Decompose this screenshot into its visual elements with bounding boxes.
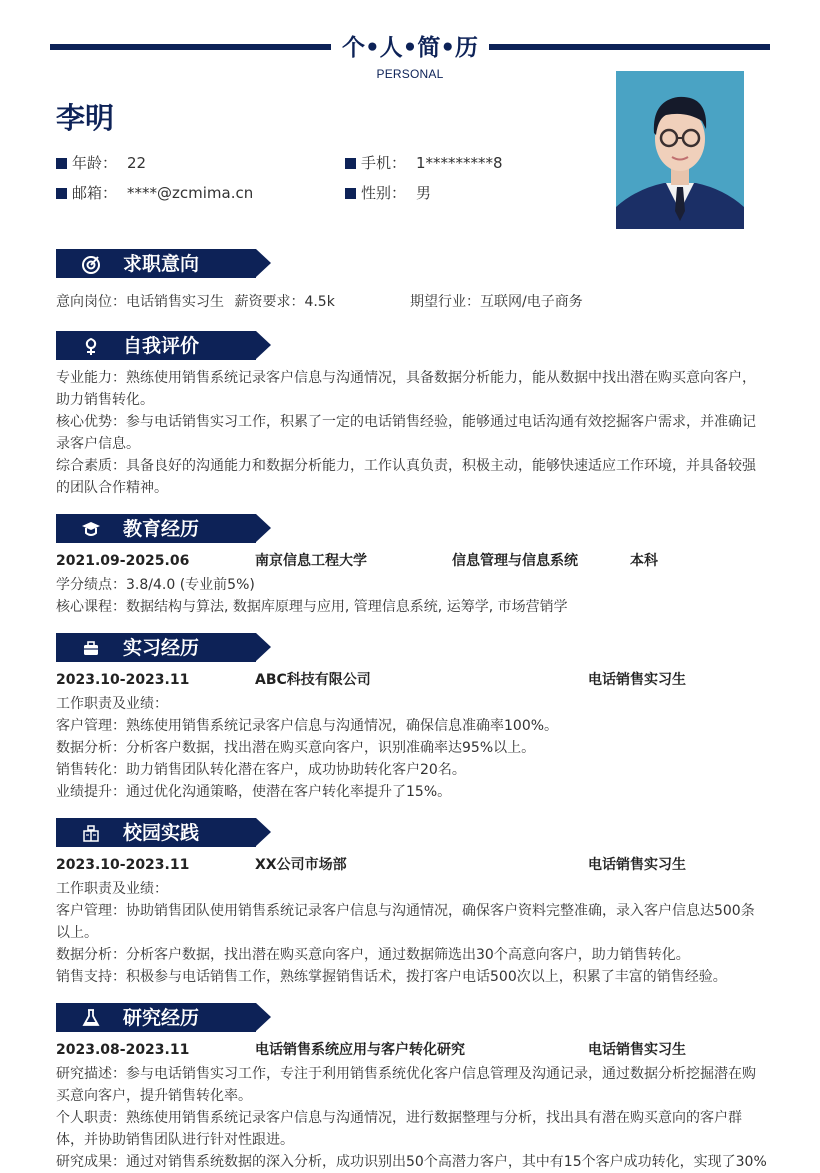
section-header-internship — [56, 633, 271, 662]
education-row — [56, 550, 768, 572]
graduation-cap-icon — [80, 518, 102, 540]
internship-detail: 销售转化：助力销售团队转化潜在客户，成功协助转化客户20名。 — [56, 762, 466, 778]
education-major: 信息管理与信息系统 — [452, 553, 578, 569]
section-header-education — [56, 514, 271, 543]
section-title: 实习经历 — [123, 637, 200, 659]
self-eval-paragraph: 综合素质：具备良好的沟通能力和数据分析能力，工作认真负责，积极主动，能够快速适应工作环境，并具备较强的团队合作精神。 — [56, 458, 756, 496]
research-role: 电话销售实习生 — [588, 1042, 686, 1058]
target-icon — [80, 253, 102, 275]
header-rule-right — [489, 44, 770, 50]
research-detail: 研究成果：通过对销售系统数据的深入分析，成功识别出50个高潜力客户，其中有15个客户成功转化，实现了30% — [56, 1154, 767, 1170]
internship-period: 2023.10-2023.11 — [56, 672, 190, 688]
age-label: 年龄： — [72, 154, 118, 172]
campus-period: 2023.10-2023.11 — [56, 857, 190, 873]
portrait-photo — [616, 71, 744, 229]
research-row — [56, 1039, 768, 1061]
section-title: 教育经历 — [123, 518, 200, 540]
intent-industry: 期望行业：互联网/电子商务 — [410, 294, 583, 310]
education-school: 南京信息工程大学 — [255, 553, 367, 569]
section-title: 求职意向 — [123, 253, 200, 275]
email-value: ****@zcmima.cn — [127, 184, 254, 202]
internship-row — [56, 669, 768, 691]
internship-detail: 数据分析：分析客户数据，找出潜在购买意向客户，识别准确率达95%以上。 — [56, 740, 536, 756]
info-phone — [345, 153, 503, 173]
internship-role: 电话销售实习生 — [588, 672, 686, 688]
section-header-campus — [56, 818, 271, 847]
research-project: 电话销售系统应用与客户转化研究 — [255, 1042, 465, 1058]
internship-detail: 工作职责及业绩： — [56, 696, 168, 712]
section-title: 校园实践 — [123, 822, 200, 844]
school-building-icon — [80, 822, 102, 844]
flask-icon — [80, 1007, 102, 1029]
campus-row — [56, 854, 768, 876]
internship-detail: 客户管理：熟练使用销售系统记录客户信息与沟通情况，确保信息准确率100%。 — [56, 718, 559, 734]
section-title: 自我评价 — [123, 335, 200, 357]
bullet-square-icon — [345, 158, 356, 169]
education-detail: 学分绩点：3.8/4.0 (专业前5%) — [56, 577, 255, 593]
header-rule-left — [50, 44, 331, 50]
campus-detail: 数据分析：分析客户数据，找出潜在购买意向客户，通过数据筛选出30个高意向客户，助力销售转化。 — [56, 947, 690, 963]
info-email — [56, 183, 253, 203]
age-value: 22 — [127, 154, 147, 172]
section-header-intent — [56, 249, 271, 278]
phone-value: 1*********8 — [416, 154, 503, 172]
bullet-square-icon — [345, 188, 356, 199]
info-gender — [345, 183, 431, 203]
section-title: 研究经历 — [123, 1007, 200, 1029]
section-header-self-eval — [56, 331, 271, 360]
campus-detail: 销售支持：积极参与电话销售工作，熟练掌握销售话术，拨打客户电话500次以上，积累了丰富的销售经验。 — [56, 969, 727, 985]
intent-salary: 薪资要求：4.5k — [234, 294, 335, 310]
gender-value: 男 — [416, 184, 432, 202]
research-period: 2023.08-2023.11 — [56, 1042, 190, 1058]
flower-icon — [80, 335, 102, 357]
briefcase-icon — [80, 637, 102, 659]
intent-position: 意向岗位：电话销售实习生 — [56, 294, 224, 310]
self-eval-paragraph: 专业能力：熟练使用销售系统记录客户信息与沟通情况，具备数据分析能力，能从数据中找出潜在购买意向客户，助力销售转化。 — [56, 370, 756, 408]
internship-detail: 业绩提升：通过优化沟通策略，使潜在客户转化率提升了15%。 — [56, 784, 452, 800]
research-detail: 个人职责：熟练使用销售系统记录客户信息与沟通情况，进行数据整理与分析，找出具有潜在购买意向的客户群体，并协助销售团队进行针对性跟进。 — [56, 1110, 742, 1148]
section-header-research — [56, 1003, 271, 1032]
campus-detail: 工作职责及业绩： — [56, 881, 168, 897]
phone-label: 手机： — [361, 154, 407, 172]
self-eval-paragraph: 核心优势：参与电话销售实习工作，积累了一定的电话销售经验，能够通过电话沟通有效挖掘客户需求，并准确记录客户信息。 — [56, 414, 756, 452]
campus-detail: 客户管理：协助销售团队使用销售系统记录客户信息与沟通情况，确保客户资料完整准确，录入客户信息达500条以上。 — [56, 903, 755, 941]
bullet-square-icon — [56, 188, 67, 199]
education-period: 2021.09-2025.06 — [56, 553, 190, 569]
bullet-square-icon — [56, 158, 67, 169]
page-title: 个•人•简•历 — [341, 35, 479, 61]
education-detail: 核心课程：数据结构与算法, 数据库原理与应用, 管理信息系统, 运筹学, 市场营销学 — [56, 599, 568, 615]
email-label: 邮箱： — [72, 184, 118, 202]
internship-company: ABC科技有限公司 — [255, 672, 371, 688]
info-age — [56, 153, 146, 173]
research-detail: 研究描述：参与电话销售实习工作，专注于利用销售系统优化客户信息管理及沟通记录，通过数据分析挖掘潜在购买意向客户，提升销售转化率。 — [56, 1066, 756, 1104]
education-degree: 本科 — [630, 553, 658, 569]
intent-row — [56, 291, 768, 313]
candidate-name: 李明 — [56, 101, 115, 135]
page-subtitle: PERSONAL — [376, 67, 444, 81]
campus-org: XX公司市场部 — [255, 857, 347, 873]
gender-label: 性别： — [361, 184, 407, 202]
campus-role: 电话销售实习生 — [588, 857, 686, 873]
